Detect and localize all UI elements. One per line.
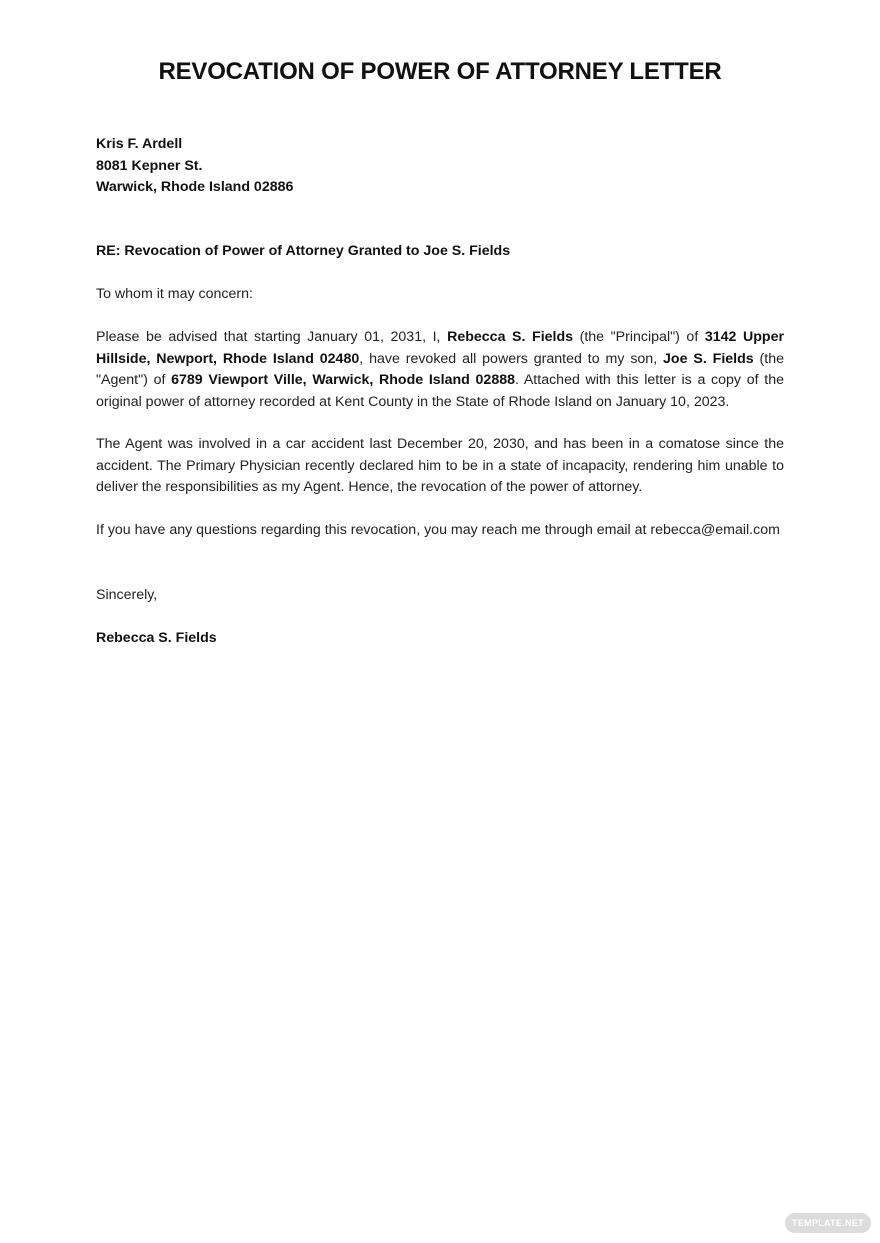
- salutation: To whom it may concern:: [96, 286, 253, 302]
- principal-name: Rebecca S. Fields: [447, 329, 574, 345]
- subject-line: RE: Revocation of Power of Attorney Granted to Joe S. Fields: [96, 243, 511, 259]
- paragraph-text: Please be advised that starting January 01, 2031, I,: [96, 329, 448, 345]
- agent-name: Joe S. Fields: [663, 350, 754, 367]
- paragraph-text: , have revoked all powers granted to my son,: [359, 350, 664, 367]
- sender-name: Kris F. Ardell: [96, 136, 183, 152]
- paragraph-text: (the "Principal") of: [573, 329, 705, 345]
- sender-city-state-zip: Warwick, Rhode Island 02886: [96, 179, 294, 195]
- document-title: REVOCATION OF POWER OF ATTORNEY LETTER: [158, 58, 722, 85]
- body-paragraph-2: The Agent was involved in a car accident last December 20, 2030, and has been in a comatose since the accident. The Primary Physician recently declared him to be in a state of incapacity, rendering him unable to deliver the responsibilities as my Agent. Hence, the revocation of the power of attorney.: [96, 436, 784, 495]
- body-paragraph-1: [96, 327, 784, 413]
- principal-address: 3142 Upper Hillside, Newport, Rhode Island 02480: [96, 329, 784, 367]
- paragraph-text: . Attached with this letter is a copy of the original power of attorney recorded at Kent County in the State of Rhode Island on January 10, 2023.: [96, 372, 784, 410]
- signature-name: Rebecca S. Fields: [96, 630, 217, 646]
- body-paragraph-3: If you have any questions regarding this revocation, you may reach me through email at rebecca@email.com: [96, 522, 780, 538]
- template-net-watermark: TEMPLATE.NET: [785, 1213, 871, 1233]
- agent-address: 6789 Viewport Ville, Warwick, Rhode Island 02888: [171, 372, 515, 388]
- sender-street: 8081 Kepner St.: [96, 157, 203, 174]
- closing: Sincerely,: [96, 587, 158, 603]
- sender-address-block: [96, 134, 784, 199]
- paragraph-text: (the "Agent") of: [96, 350, 785, 388]
